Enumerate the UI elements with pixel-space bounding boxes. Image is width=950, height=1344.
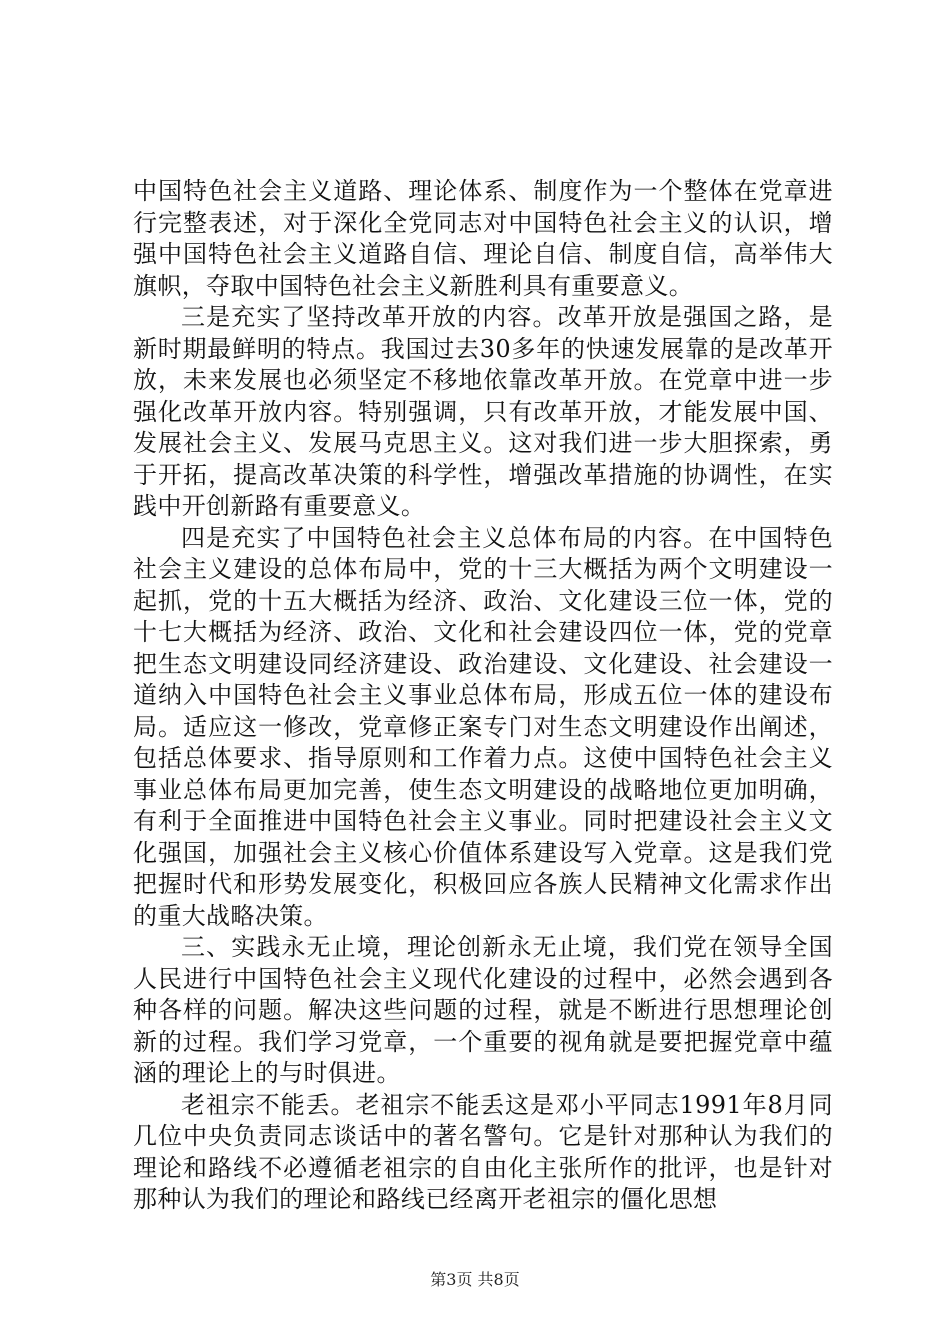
- paragraph-reform-opening: 三是充实了坚持改革开放的内容。改革开放是强国之路，是新时期最鲜明的特点。我国过去30多年的快速发展靠的是改革开放，未来发展也必须坚定不移地依靠改革开放。在党章中进一步强化改革开放内容。特别强调，只有改革开放，才能发展中国、发展社会主义、发展马克思主义。这对我们进一步大胆探索，勇于开拓，提高改革决策的科学性，增强改革措施的协调性，在实践中开创新路有重要意义。: [133, 303, 833, 520]
- paragraph-ancestors: 老祖宗不能丢。老祖宗不能丢这是邓小平同志1991年8月同几位中央负责同志谈话中的著名警句。它是针对那种认为我们的理论和路线不必遵循老祖宗的自由化主张所作的批评，也是针对那种认为我们的理论和路线已经离开老祖宗的僵化思想: [133, 1090, 833, 1213]
- paragraph-overall-layout: 四是充实了中国特色社会主义总体布局的内容。在中国特色社会主义建设的总体布局中，党的十三大概括为两个文明建设一起抓，党的十五大概括为经济、政治、文化建设三位一体，党的十七大概括为经济、政治、文化和社会建设四位一体，党的党章把生态文明建设同经济建设、政治建设、文化建设、社会建设一道纳入中国特色社会主义事业总体布局，形成五位一体的建设布局。适应这一修改，党章修正案专门对生态文明建设作出阐述，包括总体要求、指导原则和工作着力点。这使中国特色社会主义事业总体布局更加完善，使生态文明建设的战略地位更加明确，有利于全面推进中国特色社会主义事业。同时把建设社会主义文化强国，加强社会主义核心价值体系建设写入党章。这是我们党把握时代和形势发展变化，积极回应各族人民精神文化需求作出的重大战略决策。: [133, 523, 833, 930]
- document-body: [133, 176, 833, 1216]
- paragraph-theory-innovation: 三、实践永无止境，理论创新永无止境，我们党在领导全国人民进行中国特色社会主义现代化建设的过程中，必然会遇到各种各样的问题。解决这些问题的过程，就是不断进行思想理论创新的过程。我们学习党章，一个重要的视角就是要把握党章中蕴涵的理论上的与时俱进。: [133, 933, 833, 1087]
- page-number-footer: 第3页 共8页: [430, 1270, 520, 1289]
- paragraph-continuation: 中国特色社会主义道路、理论体系、制度作为一个整体在党章进行完整表述，对于深化全党同志对中国特色社会主义的认识，增强中国特色社会主义道路自信、理论自信、制度自信，高举伟大旗帜，夺取中国特色社会主义新胜利具有重要意义。: [133, 177, 833, 300]
